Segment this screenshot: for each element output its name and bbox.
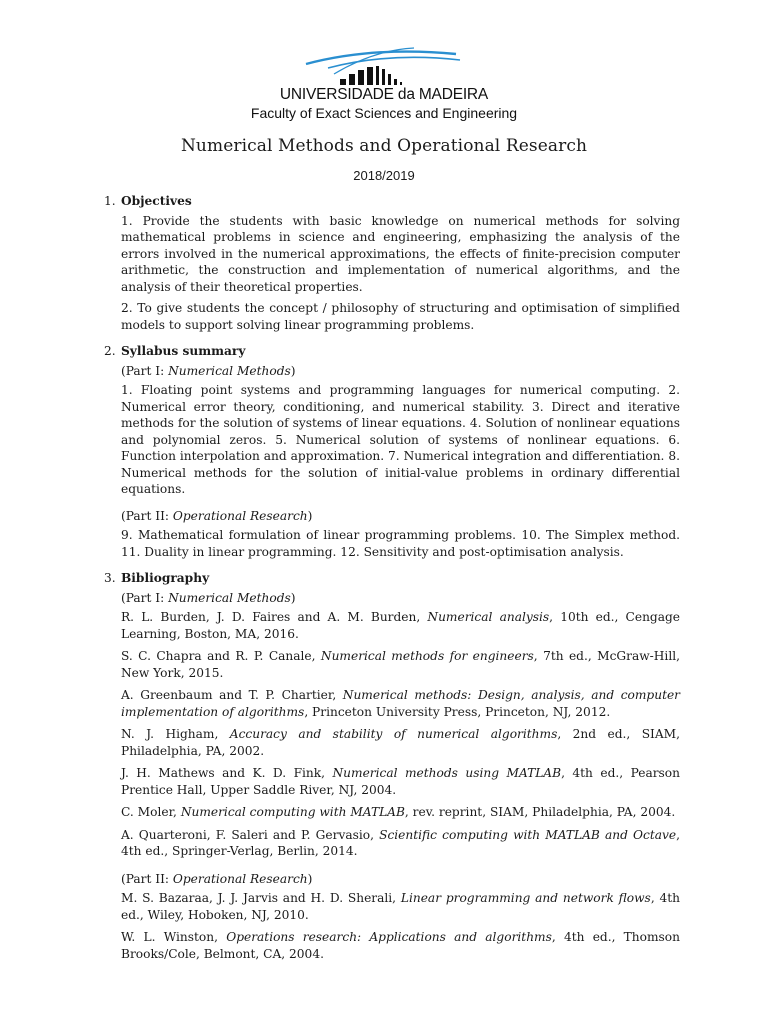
syllabus-text: 1. Floating point systems and programming languages for numerical computing. 2. Numerical error theory, conditioning, and numerical stability. 3. Direct and iterative methods for the solution of systems of linear equations. 4. Solution of nonlinear equations and polynomial zeros. 5. Numerical solution of systems of nonlinear equations. 6. Function interpolation and approximation. 7. Numerical integration and differentiation. 8. Numerical methods for the solution of initial-value problems in ordinary differential equations. [121, 383, 680, 496]
reference-entry: C. Moler, Numerical computing with MATLAB, rev. reprint, SIAM, Philadelphia, PA, 2004. [121, 805, 676, 819]
section-number: 3. [104, 571, 116, 585]
reference-entry: W. L. Winston, Operations research: Applications and algorithms, 4th ed., Thomson Brooks/Cole, Belmont, CA, 2004. [121, 930, 680, 961]
section-syllabus [104, 343, 680, 560]
section-objectives [104, 193, 680, 333]
section-number: 2. [104, 344, 116, 358]
objective-item: 1. Provide the students with basic knowledge on numerical methods for solving mathematical problems in science and engineering, emphasizing the analysis of the errors involved in the numerical approximations, the effects of finite-precision computer arithmetic, the construction and implementation of numerical algorithms, and the analysis of their theoretical properties. [121, 213, 680, 294]
reference-entry: J. H. Mathews and K. D. Fink, Numerical methods using MATLAB, 4th ed., Pearson Prentice Hall, Upper Saddle River, NJ, 2004. [121, 766, 680, 797]
course-title: Numerical Methods and Operational Research [180, 136, 588, 156]
reference-entry: A. Greenbaum and T. P. Chartier, Numerical methods: Design, analysis, and computer implementation of algorithms, Princeton University Press, Princeton, NJ, 2012. [121, 688, 681, 719]
university-logo [304, 44, 464, 86]
university-name: UNIVERSIDADE da MADEIRA [279, 86, 489, 103]
reference-entry: S. C. Chapra and R. P. Canale, Numerical methods for engineers, 7th ed., McGraw-Hill, New York, 2015. [121, 649, 680, 680]
section-title: Bibliography [121, 571, 210, 585]
objective-item: 2. To give students the concept / philosophy of structuring and optimisation of simplified models to support solving linear programming problems. [121, 301, 680, 332]
reference-entry: R. L. Burden, J. D. Faires and A. M. Burden, Numerical analysis, 10th ed., Cengage Learning, Boston, MA, 2016. [121, 610, 680, 641]
section-number: 1. [104, 194, 116, 208]
part-heading: (Part I: Numerical Methods) [121, 590, 296, 605]
academic-year: 2018/2019 [353, 168, 415, 183]
part-heading: (Part II: Operational Research) [121, 508, 313, 523]
reference-entry: M. S. Bazaraa, J. J. Jarvis and H. D. Sherali, Linear programming and network flows, 4th ed., Wiley, Hoboken, NJ, 2010. [121, 891, 681, 922]
document-body [104, 193, 680, 972]
section-title: Objectives [121, 194, 192, 208]
section-bibliography [104, 570, 680, 962]
faculty-name: Faculty of Exact Sciences and Engineering [250, 105, 518, 121]
part-heading: (Part I: Numerical Methods) [121, 363, 296, 378]
part-heading: (Part II: Operational Research) [121, 871, 313, 886]
reference-entry: N. J. Higham, Accuracy and stability of numerical algorithms, 2nd ed., SIAM, Philadelphia, PA, 2002. [121, 727, 681, 758]
section-title: Syllabus summary [121, 344, 246, 358]
syllabus-text: 9. Mathematical formulation of linear programming problems. 10. The Simplex method. 11. Duality in linear programming. 12. Sensitivity and post-optimisation analysis. [121, 528, 680, 559]
reference-entry: A. Quarteroni, F. Saleri and P. Gervasio, Scientific computing with MATLAB and Octave, 4th ed., Springer-Verlag, Berlin, 2014. [121, 827, 680, 858]
document-header [0, 44, 768, 184]
